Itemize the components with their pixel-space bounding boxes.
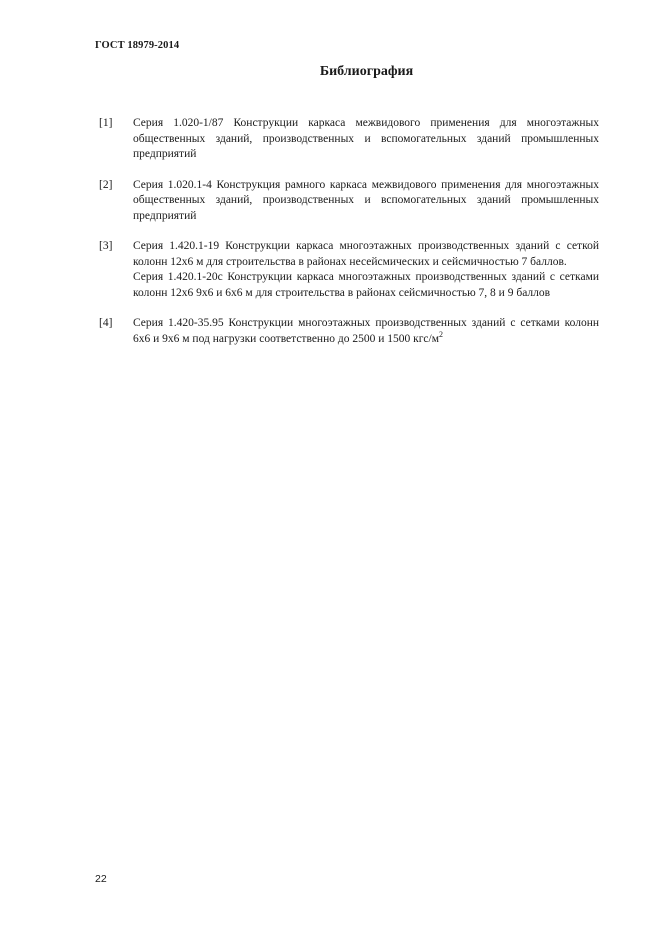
bibliography-list — [99, 116, 599, 347]
bibliography-entry-4 — [99, 316, 599, 347]
entry-paragraph: Серия 1.020.1-4 Конструкция рамного каркаса межвидового применения для многоэтажных общественных зданий, производственных и вспомогательных зданий промышленных предприятий — [133, 178, 599, 222]
entry-text — [133, 178, 599, 225]
entry-number: [3] — [99, 240, 113, 252]
section-title: Библиография — [319, 64, 414, 79]
entry-text — [133, 116, 599, 163]
entry-text — [133, 316, 599, 347]
entry-number: [4] — [99, 317, 113, 329]
entry-paragraph: Серия 1.420.1-20с Конструкции каркаса многоэтажных производственных зданий с сетками колонн 12х6 9х6 и 6х6 м для строительства в районах сейсмичностью 7, 8 и 9 баллов — [133, 271, 599, 299]
entry-paragraph: Серия 1.020-1/87 Конструкции каркаса межвидового применения для многоэтажных общественных зданий, производственных и вспомогательных зданий промышленных предприятий — [133, 117, 599, 160]
bibliography-entry-3 — [99, 239, 599, 301]
entry-number: [1] — [99, 117, 113, 129]
entry-paragraph — [133, 316, 599, 347]
bibliography-entry-1 — [99, 116, 599, 163]
entry-number: [2] — [99, 178, 113, 191]
page-number: 22 — [95, 873, 107, 885]
entry-paragraph-text: Серия 1.420-35.95 Конструкции многоэтажных производственных зданий с сетками колонн 6х6 и 9х6 м под нагрузки соответственно до 2500 и 1500 кгс/м — [133, 317, 599, 345]
entry-paragraph: Серия 1.420.1-19 Конструкции каркаса многоэтажных производственных зданий с сеткой колонн 12х6 м для строительства в районах несейсмических и сейсмичностью 7 баллов. — [133, 240, 599, 268]
unit-superscript: 2 — [439, 329, 443, 339]
entry-text — [133, 239, 599, 301]
document-code-header: ГОСТ 18979-2014 — [95, 40, 180, 51]
bibliography-entry-2 — [99, 178, 599, 225]
